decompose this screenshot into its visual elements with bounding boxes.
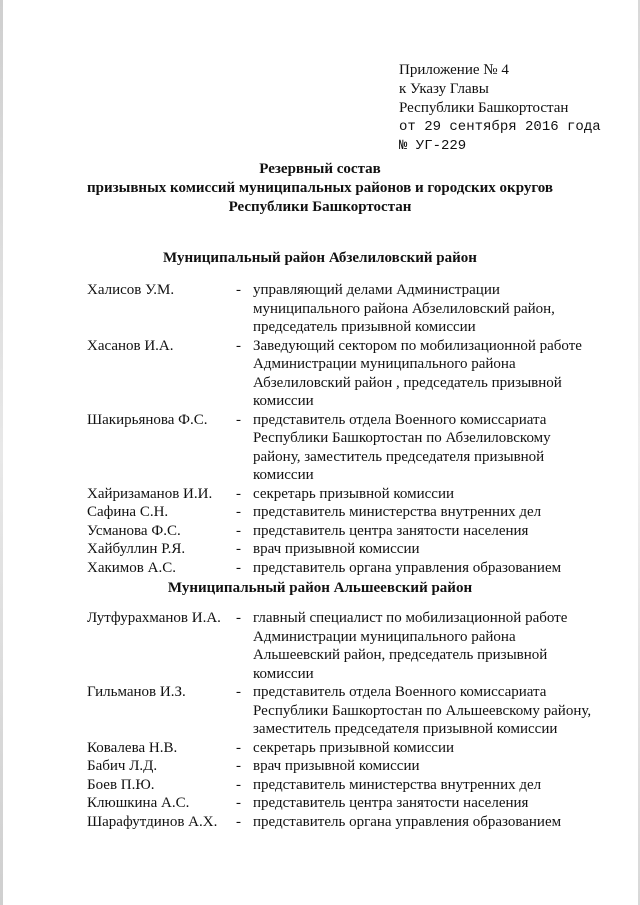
member-dash: - <box>236 559 241 576</box>
member-dash: - <box>236 522 241 539</box>
member-dash: - <box>236 776 241 793</box>
member-row <box>87 559 607 578</box>
member-name: Ковалева Н.В. <box>87 739 178 756</box>
member-dash: - <box>236 813 241 830</box>
member-role-line: управляющий делами Администрации <box>253 282 500 298</box>
member-dash: - <box>236 337 241 354</box>
title-line-3: Республики Башкортостан <box>228 199 412 215</box>
member-list-alsheevsky <box>87 609 607 831</box>
member-row <box>87 485 607 504</box>
member-name: Хакимов А.С. <box>87 559 176 576</box>
member-role-line: комиссии <box>253 665 314 682</box>
member-row <box>87 522 607 541</box>
member-row <box>87 683 607 739</box>
member-role-line: врач призывной комиссии <box>253 758 420 774</box>
member-dash: - <box>236 411 241 428</box>
member-name: Бабич Л.Д. <box>87 758 158 774</box>
appendix-header <box>399 61 601 156</box>
member-role-line: секретарь призывной комиссии <box>253 739 455 756</box>
member-name: Усманова Ф.С. <box>87 522 181 539</box>
member-role-line: комиссии <box>253 393 314 409</box>
member-name: Хайризаманов И.И. <box>87 485 213 502</box>
member-role <box>253 776 607 795</box>
member-role <box>253 540 607 559</box>
member-role-line: представитель органа управления образованием <box>253 559 562 576</box>
member-row <box>87 281 607 337</box>
section-heading-abzelilovsky: Муниципальный район Абзелиловский район <box>163 250 477 266</box>
member-role <box>253 757 607 776</box>
member-role <box>253 503 607 522</box>
member-role <box>253 281 607 337</box>
member-role-line: представитель центра занятости населения <box>253 795 529 811</box>
member-role <box>253 337 607 411</box>
member-role <box>253 739 607 758</box>
member-row <box>87 411 607 485</box>
member-row <box>87 757 607 776</box>
member-role-line: району, заместитель председателя призывной <box>253 448 545 465</box>
member-role-line: представитель органа управления образованием <box>253 813 562 830</box>
member-name: Сафина С.Н. <box>87 504 169 520</box>
member-role-line: врач призывной комиссии <box>253 541 420 557</box>
document-title <box>0 160 640 217</box>
member-name: Шарафутдинов А.Х. <box>87 813 218 830</box>
member-role-line: Республики Башкортостан по Альшеевскому району, <box>253 702 592 719</box>
member-role-line: Администрации муниципального района <box>253 356 516 372</box>
member-role <box>253 559 607 578</box>
section-heading-alsheevsky: Муниципальный район Альшеевский район <box>167 580 473 596</box>
appendix-decree-number: № УГ-229 <box>399 138 467 154</box>
member-role-line: главный специалист по мобилизационной работе <box>253 610 568 626</box>
member-row <box>87 794 607 813</box>
member-role <box>253 411 607 485</box>
member-name: Шакирьянова Ф.С. <box>87 411 208 428</box>
member-role <box>253 485 607 504</box>
member-name: Лутфурахманов И.А. <box>87 610 221 626</box>
member-dash: - <box>236 795 241 811</box>
scan-edge-left <box>0 0 3 905</box>
appendix-number: Приложение № 4 <box>399 62 509 78</box>
member-role-line: Администрации муниципального района <box>253 628 516 645</box>
appendix-decree: к Указу Главы <box>399 81 489 97</box>
member-dash: - <box>236 739 241 756</box>
member-name: Хасанов И.А. <box>87 337 174 354</box>
member-row <box>87 609 607 683</box>
member-role-line: комиссии <box>253 467 314 483</box>
member-list-abzelilovsky <box>87 281 607 577</box>
member-dash: - <box>236 758 241 774</box>
member-row <box>87 337 607 411</box>
title-line-2: призывных комиссий муниципальных районов и городских округов <box>86 180 554 196</box>
member-role <box>253 683 607 739</box>
member-dash: - <box>236 504 241 520</box>
member-role-line: муниципального района Абзелиловский район, <box>253 300 555 317</box>
member-role-line: секретарь призывной комиссии <box>253 485 455 502</box>
title-line-1: Резервный состав <box>259 161 381 177</box>
appendix-republic: Республики Башкортостан <box>399 100 569 116</box>
member-name: Гильманов И.З. <box>87 684 186 700</box>
member-row <box>87 540 607 559</box>
member-dash: - <box>236 610 241 626</box>
member-role <box>253 794 607 813</box>
member-row <box>87 776 607 795</box>
member-role-line: председатель призывной комиссии <box>253 319 476 335</box>
member-name: Боев П.Ю. <box>87 776 155 793</box>
member-name: Клюшкина А.С. <box>87 795 190 811</box>
member-role-line: Альшеевский район, председатель призывной <box>253 647 548 663</box>
member-role-line: Абзелиловский район , председатель призывной <box>253 374 562 391</box>
member-row <box>87 813 607 832</box>
member-role <box>253 813 607 832</box>
member-role-line: представитель министерства внутренних дел <box>253 776 542 793</box>
member-role-line: представитель отдела Военного комиссариата <box>253 411 547 428</box>
member-role <box>253 522 607 541</box>
member-role-line: Республики Башкортостан по Абзелиловскому <box>253 430 551 446</box>
member-row <box>87 739 607 758</box>
member-role-line: заместитель председателя призывной комиссии <box>253 721 558 737</box>
member-role-line: представитель министерства внутренних дел <box>253 504 542 520</box>
member-dash: - <box>236 684 241 700</box>
member-role-line: представитель центра занятости населения <box>253 522 529 539</box>
member-row <box>87 503 607 522</box>
member-role-line: Заведующий сектором по мобилизационной работе <box>253 337 582 354</box>
member-role <box>253 609 607 683</box>
member-name: Хайбуллин Р.Я. <box>87 541 186 557</box>
appendix-date: от 29 сентября 2016 года <box>399 119 601 135</box>
member-dash: - <box>236 282 241 298</box>
member-dash: - <box>236 541 241 557</box>
member-role-line: представитель отдела Военного комиссариата <box>253 684 547 700</box>
member-name: Халисов У.М. <box>87 282 175 298</box>
member-dash: - <box>236 485 241 502</box>
